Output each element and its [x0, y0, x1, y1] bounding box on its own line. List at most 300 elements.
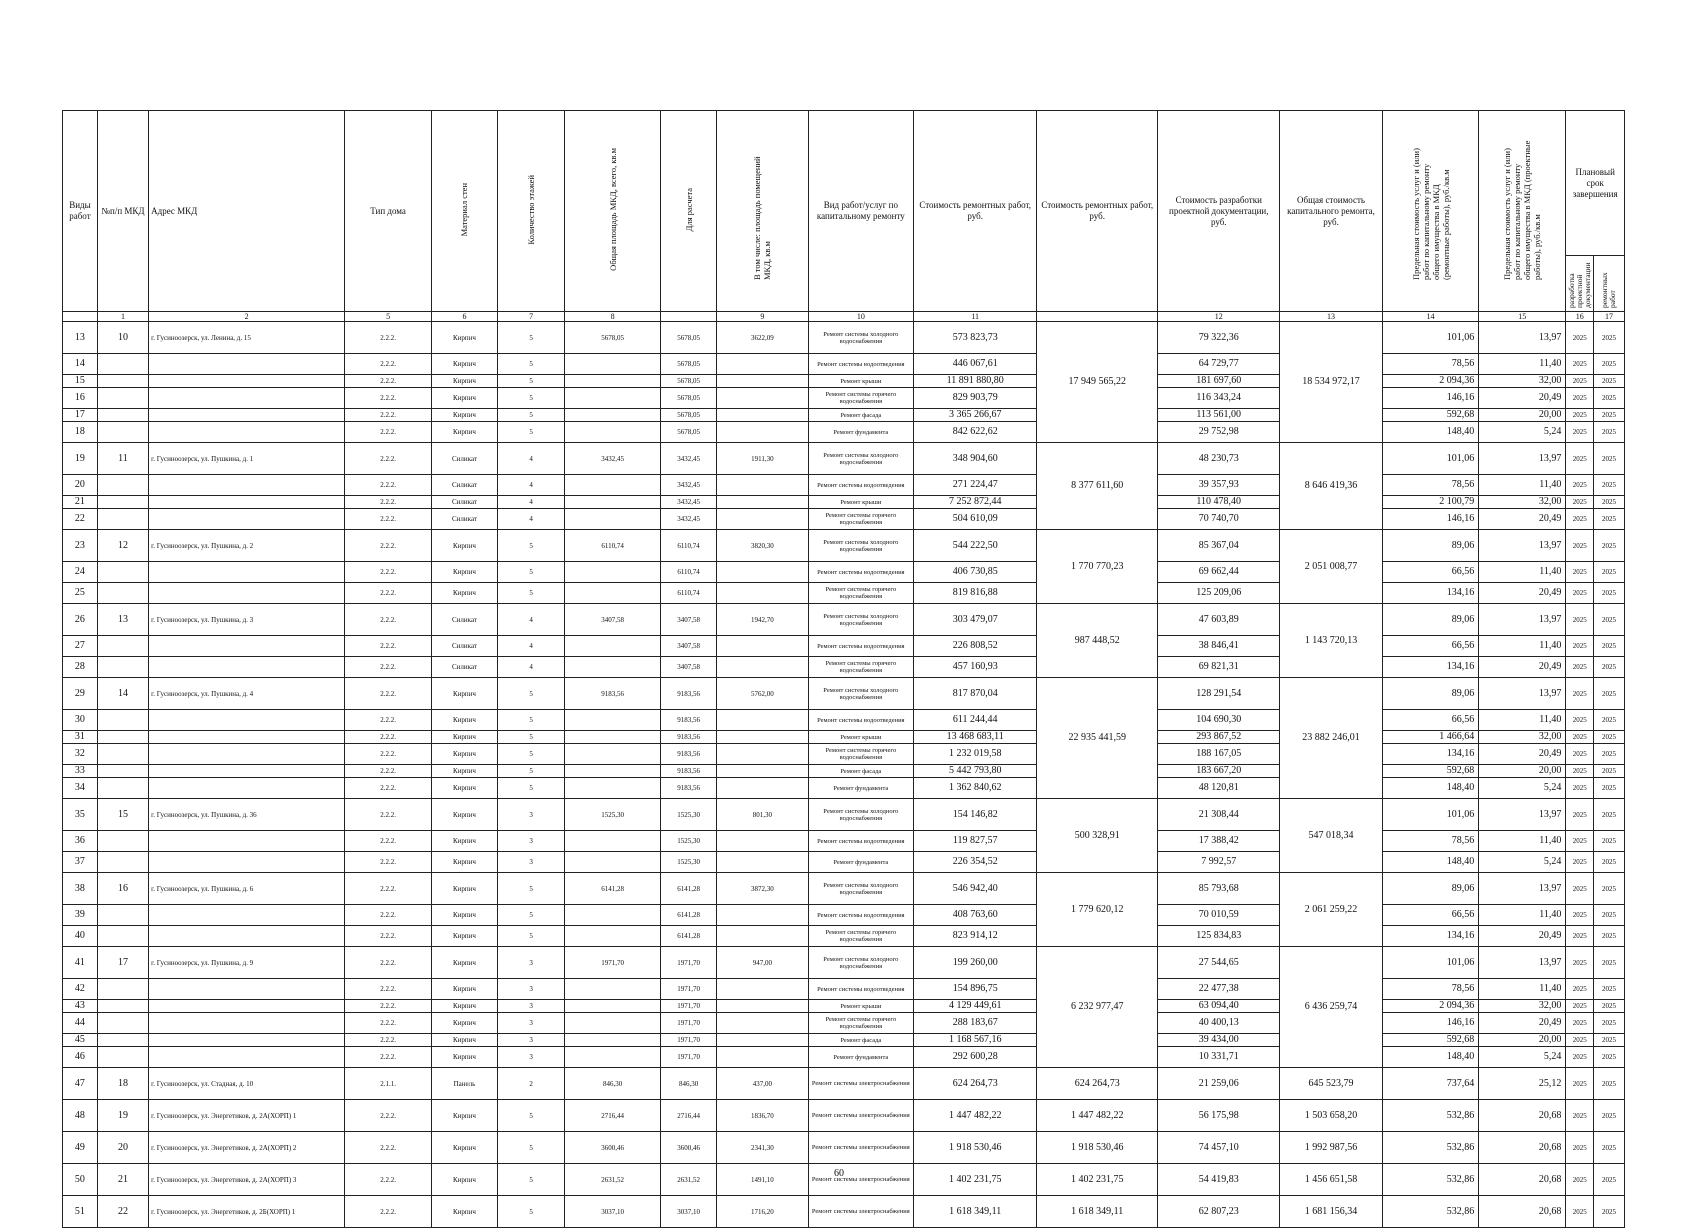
house-type: 2.2.2.	[345, 1164, 432, 1196]
repair-cost: 573 823,73	[914, 322, 1037, 354]
mkd-number	[97, 388, 148, 409]
header-wall-material: Материал стен	[432, 111, 498, 312]
repair-cost: 292 600,28	[914, 1047, 1037, 1068]
wall-material: Кирпич	[432, 409, 498, 422]
premises-area: 3820,30	[717, 530, 808, 562]
repair-cost: 823 914,12	[914, 926, 1037, 947]
premises-area	[717, 731, 808, 744]
calc-area: 5678,05	[660, 322, 716, 354]
premises-area	[717, 657, 808, 678]
limit-cost-design: 20,00	[1479, 409, 1566, 422]
repair-cost: 504 610,09	[914, 509, 1037, 530]
wall-material: Кирпич	[432, 744, 498, 765]
mkd-address: г. Гусиноозерск, ул. Энергетиков, д. 2А(ХОРП) 3	[149, 1164, 345, 1196]
table-row	[63, 765, 1625, 778]
premises-area	[717, 562, 808, 583]
design-cost: 7 992,57	[1158, 852, 1280, 873]
floors: 3	[497, 1013, 565, 1034]
limit-cost-design: 13,97	[1479, 604, 1566, 636]
wall-material: Кирпич	[432, 873, 498, 905]
repair-cost: 1 618 349,11	[914, 1196, 1037, 1228]
column-number: 9	[717, 312, 808, 322]
deadline-repair-year: 2025	[1594, 778, 1625, 799]
house-type: 2.2.2.	[345, 1034, 432, 1047]
floors: 5	[497, 744, 565, 765]
table-row	[63, 604, 1625, 636]
repair-cost: 288 183,67	[914, 1013, 1037, 1034]
calc-area: 1971,70	[660, 1034, 716, 1047]
mkd-number	[97, 731, 148, 744]
repair-cost: 226 354,52	[914, 852, 1037, 873]
mkd-address	[149, 744, 345, 765]
work-kind: Ремонт системы горячего водоснабжения	[808, 509, 914, 530]
header-total-area: Общая площадь МКД, всего, кв.м	[565, 111, 660, 312]
table-row	[63, 496, 1625, 509]
deadline-design-year: 2025	[1566, 873, 1594, 905]
deadline-design-year: 2025	[1566, 1068, 1594, 1100]
limit-cost-design: 20,68	[1479, 1196, 1566, 1228]
deadline-repair-year: 2025	[1594, 852, 1625, 873]
house-type: 2.2.2.	[345, 509, 432, 530]
table-row	[63, 322, 1625, 354]
deadline-design-year: 2025	[1566, 354, 1594, 375]
column-number: 5	[345, 312, 432, 322]
design-cost: 69 662,44	[1158, 562, 1280, 583]
house-type: 2.2.2.	[345, 496, 432, 509]
deadline-repair-year: 2025	[1594, 562, 1625, 583]
deadline-repair-year: 2025	[1594, 710, 1625, 731]
design-cost: 40 400,13	[1158, 1013, 1280, 1034]
total-cost: 645 523,79	[1280, 1068, 1383, 1100]
mkd-address	[149, 475, 345, 496]
deadline-design-year: 2025	[1566, 409, 1594, 422]
house-type: 2.2.2.	[345, 583, 432, 604]
limit-cost-design: 5,24	[1479, 1047, 1566, 1068]
calc-area: 1971,70	[660, 1000, 716, 1013]
deadline-repair-year: 2025	[1594, 799, 1625, 831]
total-area: 3407,58	[565, 604, 660, 636]
design-cost: 39 357,93	[1158, 475, 1280, 496]
design-cost: 74 457,10	[1158, 1132, 1280, 1164]
row-number: 32	[63, 744, 98, 765]
mkd-number	[97, 657, 148, 678]
deadline-repair-year: 2025	[1594, 496, 1625, 509]
limit-cost-repair: 532,86	[1382, 1196, 1478, 1228]
table-row	[63, 530, 1625, 562]
floors: 4	[497, 475, 565, 496]
limit-cost-repair: 89,06	[1382, 604, 1478, 636]
work-kind: Ремонт фасада	[808, 1034, 914, 1047]
deadline-repair-year: 2025	[1594, 947, 1625, 979]
mkd-number	[97, 1000, 148, 1013]
floors: 4	[497, 604, 565, 636]
work-kind: Ремонт системы горячего водоснабжения	[808, 583, 914, 604]
mkd-number	[97, 1047, 148, 1068]
row-number: 15	[63, 375, 98, 388]
table-row	[63, 636, 1625, 657]
work-kind: Ремонт системы холодного водоснабжения	[808, 678, 914, 710]
repair-cost: 1 447 482,22	[914, 1100, 1037, 1132]
row-number: 43	[63, 1000, 98, 1013]
work-kind: Ремонт системы водоотведения	[808, 636, 914, 657]
mkd-address: г. Гусиноозерск, ул. Ленина, д. 15	[149, 322, 345, 354]
mkd-number	[97, 583, 148, 604]
deadline-repair-year: 2025	[1594, 509, 1625, 530]
deadline-design-year: 2025	[1566, 1034, 1594, 1047]
deadline-design-year: 2025	[1566, 562, 1594, 583]
total-area	[565, 562, 660, 583]
total-area	[565, 422, 660, 443]
header-work-type: Виды работ	[63, 111, 98, 312]
calc-area: 3432,45	[660, 496, 716, 509]
total-cost: 6 436 259,74	[1280, 947, 1383, 1068]
limit-cost-repair: 78,56	[1382, 979, 1478, 1000]
limit-cost-design: 32,00	[1479, 496, 1566, 509]
total-cost: 18 534 972,17	[1280, 322, 1383, 443]
repair-cost: 406 730,85	[914, 562, 1037, 583]
calc-area: 3432,45	[660, 443, 716, 475]
repair-cost: 819 816,88	[914, 583, 1037, 604]
header-for-calculation: Для расчета	[660, 111, 716, 312]
limit-cost-design: 25,12	[1479, 1068, 1566, 1100]
wall-material: Кирпич	[432, 979, 498, 1000]
wall-material: Силикат	[432, 475, 498, 496]
work-kind: Ремонт системы электроснабжения	[808, 1100, 914, 1132]
mkd-address	[149, 831, 345, 852]
total-area	[565, 1000, 660, 1013]
limit-cost-repair: 1 466,64	[1382, 731, 1478, 744]
wall-material: Кирпич	[432, 1132, 498, 1164]
row-number: 22	[63, 509, 98, 530]
mkd-number: 20	[97, 1132, 148, 1164]
deadline-repair-year: 2025	[1594, 873, 1625, 905]
floors: 3	[497, 947, 565, 979]
floors: 4	[497, 636, 565, 657]
limit-cost-design: 11,40	[1479, 354, 1566, 375]
calc-area: 5678,05	[660, 375, 716, 388]
mkd-number: 15	[97, 799, 148, 831]
mkd-address	[149, 354, 345, 375]
column-number: 16	[1566, 312, 1594, 322]
wall-material: Кирпич	[432, 1034, 498, 1047]
total-area: 5678,05	[565, 322, 660, 354]
row-number: 38	[63, 873, 98, 905]
mkd-address	[149, 778, 345, 799]
work-kind: Ремонт системы электроснабжения	[808, 1196, 914, 1228]
premises-area	[717, 509, 808, 530]
house-type: 2.2.2.	[345, 710, 432, 731]
house-type: 2.2.2.	[345, 979, 432, 1000]
mkd-address: г. Гусиноозерск, ул. Пушкина, д. 9	[149, 947, 345, 979]
floors: 5	[497, 388, 565, 409]
table-row	[63, 562, 1625, 583]
repair-cost: 1 168 567,16	[914, 1034, 1037, 1047]
house-type: 2.2.2.	[345, 409, 432, 422]
deadline-design-year: 2025	[1566, 926, 1594, 947]
deadline-design-year: 2025	[1566, 678, 1594, 710]
table-row	[63, 1034, 1625, 1047]
total-cost: 8 646 419,36	[1280, 443, 1383, 530]
work-kind: Ремонт системы горячего водоснабжения	[808, 1013, 914, 1034]
mkd-number	[97, 778, 148, 799]
mkd-number	[97, 422, 148, 443]
design-cost: 104 690,30	[1158, 710, 1280, 731]
table-row	[63, 678, 1625, 710]
header-total-cost: Общая стоимость капитального ремонта, руб.	[1280, 111, 1383, 312]
calc-area: 9183,56	[660, 744, 716, 765]
mkd-number	[97, 496, 148, 509]
limit-cost-design: 20,49	[1479, 509, 1566, 530]
table-row	[63, 475, 1625, 496]
total-cost: 2 061 259,22	[1280, 873, 1383, 947]
house-type: 2.2.2.	[345, 562, 432, 583]
design-cost: 62 807,23	[1158, 1196, 1280, 1228]
work-kind: Ремонт системы горячего водоснабжения	[808, 926, 914, 947]
row-number: 46	[63, 1047, 98, 1068]
mkd-address	[149, 583, 345, 604]
design-cost: 22 477,38	[1158, 979, 1280, 1000]
house-type: 2.2.2.	[345, 744, 432, 765]
house-type: 2.2.2.	[345, 905, 432, 926]
repair-cost-total: 624 264,73	[1037, 1068, 1158, 1100]
column-number	[660, 312, 716, 322]
mkd-address	[149, 496, 345, 509]
total-cost: 1 992 987,56	[1280, 1132, 1383, 1164]
limit-cost-repair: 592,68	[1382, 765, 1478, 778]
total-area	[565, 778, 660, 799]
floors: 5	[497, 731, 565, 744]
mkd-address	[149, 1034, 345, 1047]
deadline-design-year: 2025	[1566, 422, 1594, 443]
limit-cost-design: 20,49	[1479, 388, 1566, 409]
limit-cost-repair: 737,64	[1382, 1068, 1478, 1100]
repair-cost: 5 442 793,80	[914, 765, 1037, 778]
row-number: 14	[63, 354, 98, 375]
house-type: 2.1.1.	[345, 1068, 432, 1100]
mkd-address	[149, 562, 345, 583]
work-kind: Ремонт системы горячего водоснабжения	[808, 657, 914, 678]
design-cost: 47 603,89	[1158, 604, 1280, 636]
repair-cost: 4 129 449,61	[914, 1000, 1037, 1013]
table-row	[63, 979, 1625, 1000]
premises-area: 1911,30	[717, 443, 808, 475]
deadline-design-year: 2025	[1566, 443, 1594, 475]
wall-material: Кирпич	[432, 678, 498, 710]
floors: 5	[497, 678, 565, 710]
limit-cost-design: 13,97	[1479, 873, 1566, 905]
floors: 2	[497, 1068, 565, 1100]
limit-cost-design: 5,24	[1479, 778, 1566, 799]
row-number: 45	[63, 1034, 98, 1047]
wall-material: Панель	[432, 1068, 498, 1100]
limit-cost-design: 20,49	[1479, 583, 1566, 604]
deadline-design-year: 2025	[1566, 322, 1594, 354]
work-kind: Ремонт крыши	[808, 496, 914, 509]
deadline-design-year: 2025	[1566, 765, 1594, 778]
table-row	[63, 443, 1625, 475]
limit-cost-repair: 2 094,36	[1382, 375, 1478, 388]
calc-area: 9183,56	[660, 678, 716, 710]
total-area: 2631,52	[565, 1164, 660, 1196]
deadline-design-year: 2025	[1566, 979, 1594, 1000]
calc-area: 3407,58	[660, 604, 716, 636]
row-number: 48	[63, 1100, 98, 1132]
floors: 3	[497, 1000, 565, 1013]
total-area	[565, 409, 660, 422]
limit-cost-design: 32,00	[1479, 375, 1566, 388]
floors: 5	[497, 905, 565, 926]
house-type: 2.2.2.	[345, 873, 432, 905]
repair-cost: 13 468 683,11	[914, 731, 1037, 744]
total-cost: 1 143 720,13	[1280, 604, 1383, 678]
deadline-repair-year: 2025	[1594, 926, 1625, 947]
header-design-cost: Стоимость разработки проектной документации, руб.	[1158, 111, 1280, 312]
table-row	[63, 778, 1625, 799]
row-number: 47	[63, 1068, 98, 1100]
deadline-design-year: 2025	[1566, 475, 1594, 496]
house-type: 2.2.2.	[345, 1047, 432, 1068]
floors: 3	[497, 831, 565, 852]
work-kind: Ремонт системы электроснабжения	[808, 1068, 914, 1100]
total-area	[565, 1047, 660, 1068]
limit-cost-repair: 89,06	[1382, 678, 1478, 710]
mkd-address	[149, 926, 345, 947]
table-row	[63, 926, 1625, 947]
row-number: 39	[63, 905, 98, 926]
mkd-address	[149, 765, 345, 778]
row-number: 16	[63, 388, 98, 409]
wall-material: Кирпич	[432, 926, 498, 947]
deadline-repair-year: 2025	[1594, 1068, 1625, 1100]
wall-material: Кирпич	[432, 583, 498, 604]
mkd-number: 17	[97, 947, 148, 979]
mkd-number	[97, 409, 148, 422]
total-area	[565, 744, 660, 765]
row-number: 44	[63, 1013, 98, 1034]
header-deadline-design: разработка проектной документации	[1566, 256, 1594, 312]
limit-cost-repair: 532,86	[1382, 1100, 1478, 1132]
repair-cost: 199 260,00	[914, 947, 1037, 979]
table-row	[63, 409, 1625, 422]
deadline-design-year: 2025	[1566, 1000, 1594, 1013]
mkd-number: 14	[97, 678, 148, 710]
house-type: 2.2.2.	[345, 799, 432, 831]
limit-cost-repair: 592,68	[1382, 1034, 1478, 1047]
mkd-number: 21	[97, 1164, 148, 1196]
row-number: 25	[63, 583, 98, 604]
deadline-repair-year: 2025	[1594, 1013, 1625, 1034]
row-number: 31	[63, 731, 98, 744]
deadline-repair-year: 2025	[1594, 422, 1625, 443]
premises-area: 3622,09	[717, 322, 808, 354]
floors: 5	[497, 926, 565, 947]
repair-cost-total: 17 949 565,22	[1037, 322, 1158, 443]
mkd-number	[97, 475, 148, 496]
row-number: 37	[63, 852, 98, 873]
deadline-repair-year: 2025	[1594, 678, 1625, 710]
repair-cost: 154 146,82	[914, 799, 1037, 831]
floors: 5	[497, 422, 565, 443]
table-row	[63, 731, 1625, 744]
mkd-address	[149, 979, 345, 1000]
design-cost: 293 867,52	[1158, 731, 1280, 744]
table-row	[63, 744, 1625, 765]
premises-area	[717, 831, 808, 852]
row-number: 27	[63, 636, 98, 657]
row-number: 41	[63, 947, 98, 979]
premises-area: 2341,30	[717, 1132, 808, 1164]
house-type: 2.2.2.	[345, 422, 432, 443]
column-number: 2	[149, 312, 345, 322]
floors: 3	[497, 1047, 565, 1068]
repair-cost-total: 987 448,52	[1037, 604, 1158, 678]
wall-material: Силикат	[432, 657, 498, 678]
repair-cost: 1 362 840,62	[914, 778, 1037, 799]
repair-cost: 154 896,75	[914, 979, 1037, 1000]
work-kind: Ремонт крыши	[808, 1000, 914, 1013]
floors: 5	[497, 1132, 565, 1164]
page-number: 60	[834, 1168, 844, 1179]
design-cost: 125 834,83	[1158, 926, 1280, 947]
calc-area: 2631,52	[660, 1164, 716, 1196]
wall-material: Кирпич	[432, 1000, 498, 1013]
deadline-design-year: 2025	[1566, 657, 1594, 678]
repair-cost: 226 808,52	[914, 636, 1037, 657]
row-number: 26	[63, 604, 98, 636]
design-cost: 21 308,44	[1158, 799, 1280, 831]
mkd-number: 22	[97, 1196, 148, 1228]
header-deadline-repair: ремонтных работ	[1594, 256, 1625, 312]
limit-cost-design: 13,97	[1479, 530, 1566, 562]
total-area: 2716,44	[565, 1100, 660, 1132]
work-kind: Ремонт системы холодного водоснабжения	[808, 947, 914, 979]
deadline-repair-year: 2025	[1594, 443, 1625, 475]
work-kind: Ремонт системы водоотведения	[808, 710, 914, 731]
deadline-design-year: 2025	[1566, 744, 1594, 765]
work-kind: Ремонт фундамента	[808, 852, 914, 873]
mkd-number: 13	[97, 604, 148, 636]
limit-cost-repair: 101,06	[1382, 443, 1478, 475]
design-cost: 27 544,65	[1158, 947, 1280, 979]
limit-cost-repair: 146,16	[1382, 388, 1478, 409]
premises-area: 947,00	[717, 947, 808, 979]
limit-cost-design: 20,49	[1479, 926, 1566, 947]
premises-area: 801,30	[717, 799, 808, 831]
premises-area: 3872,30	[717, 873, 808, 905]
limit-cost-design: 11,40	[1479, 475, 1566, 496]
limit-cost-repair: 532,86	[1382, 1132, 1478, 1164]
row-number: 42	[63, 979, 98, 1000]
column-number	[1037, 312, 1158, 322]
total-area	[565, 1034, 660, 1047]
house-type: 2.2.2.	[345, 375, 432, 388]
total-area	[565, 636, 660, 657]
work-kind: Ремонт системы водоотведения	[808, 905, 914, 926]
premises-area	[717, 354, 808, 375]
floors: 4	[497, 657, 565, 678]
mkd-number: 16	[97, 873, 148, 905]
total-area: 6141,28	[565, 873, 660, 905]
repair-cost: 817 870,04	[914, 678, 1037, 710]
repair-cost: 611 244,44	[914, 710, 1037, 731]
table-row	[63, 1132, 1625, 1164]
house-type: 2.2.2.	[345, 678, 432, 710]
design-cost: 29 752,98	[1158, 422, 1280, 443]
design-cost: 64 729,77	[1158, 354, 1280, 375]
work-kind: Ремонт фундамента	[808, 1047, 914, 1068]
column-number: 10	[808, 312, 914, 322]
mkd-number	[97, 979, 148, 1000]
